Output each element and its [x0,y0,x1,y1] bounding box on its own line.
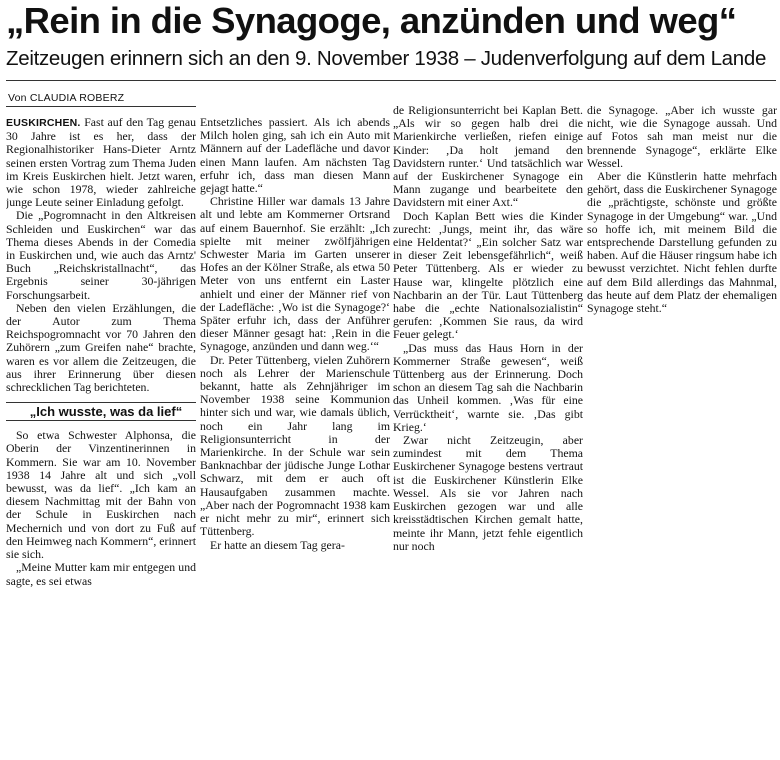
dateline: EUSKIRCHEN. [6,117,81,129]
article-column-1 [6,116,196,760]
paragraph [6,116,196,209]
paragraph: „Meine Mutter kam mir entgegen und sagte, es sei etwas [6,560,196,588]
paragraph: die Synagoge. „Aber ich wusste gar nicht, wie die Synagoge aussah. Und auf Fotos sah man meist nur die brennende Synagoge“, erklärte Elke Wessel. [587,104,777,170]
paragraph: Entsetzliches passiert. Als ich abends Milch holen ging, sah ich ein Auto mit Männern auf der Ladefläche und davor einen Mann laufen. Am nächsten Tag erfuhr ich, dass man diesen Mann gejagt hatte.“ [200,116,390,196]
article-column-3 [393,104,583,760]
paragraph: Die „Pogromnacht in den Altkreisen Schleiden und Euskirchen“ war das Thema dieses Abends in der Comedia in Euskirchen und, wie auch das Arntz' Buch „Reichskristallnacht“, das Ergebnis seiner 30-jährigen Forschungsarbeit. [6,208,196,302]
paragraph: Dr. Peter Tüttenberg, vielen Zuhörern noch als Lehrer der Marienschule bekannt, hatte als Zehnjähriger im November 1938 seine Kommunion hinter sich und war, wie damals üblich, noch ein Jahr lang im Religionsunterricht in der Marienkirche. In der Schule war sein Banknachbar der jüdische Junge Lothar Schwarz, mit dem er auch oft Hausaufgaben zusammen machte. „Aber nach der Pogromnacht 1938 kam er nicht mehr zu mir“, erinnert sich Tüttenberg. [200,352,390,539]
article-subheadline: Zeitzeugen erinnern sich an den 9. November 1938 – Judenverfolgung auf dem Lande [6,47,767,70]
byline: Von CLAUDIA ROBERZ [8,92,125,104]
paragraph: de Religionsunterricht bei Kaplan Bett. „Als wir so gegen halb drei die Marienkirche verließen, riefen einige Kinder: ‚Da holt jemand den Davidstern runter.‘ Und tatsächlich war auf der Euskirchener Synagoge ein Mann zugange und bearbeitete den Davidstern mit einer Axt.“ [393,104,583,210]
paragraph: Christine Hiller war damals 13 Jahre alt und lebte am Kommerner Ortsrand auf einem Bauernhof. Sie erzählt: „Ich spielte mit meiner zwölfjährigen Schwester Maria im Garten unserer Hofes an der Kölner Straße, als etwa 50 Meter von uns entfernt ein Laster anhielt und einer der Männer rief von der Ladefläche: ‚Wo ist die Synagoge?‘ Später erfuhr ich, dass der Anführer dieser Männer gesagt hat: ‚Rein in die Synagoge, anzünden und dann weg.‘“ [200,194,390,354]
paragraph-text: Fast auf den Tag genau 30 Jahre ist es her, dass der Regionalhistoriker Hans-Dieter Arntz seinen ersten Vortrag zum Thema Juden im Kreis Euskirchen hielt. Jetzt waren, wie schon 1978, wieder zahlreiche junge Leute seiner Einladung gefolgt. [6,116,196,210]
divider [6,420,196,421]
paragraph: So etwa Schwester Alphonsa, die Oberin der Vinzentinerinnen in Kommern. Sie war am 10. November 1938 14 Jahre alt und sich „voll bewusst, was da lief“. „Ich kam an diesem Nachmittag mit der Bahn von der Schule in Euskirchen nach Mechernich und von dort zu Fuß auf den Heimweg nach Kommern“, erinnert sie sich. [6,428,196,562]
article-column-2 [200,116,390,760]
article-column-4 [587,104,777,404]
paragraph: Doch Kaplan Bett wies die Kinder zurecht: ‚Jungs, meint ihr, das wäre eine Heldentat?‘ „Ein solcher Satz war in dieser Zeit lebensgefährlich“, weiß Peter Tüttenberg. Als er wieder zu Hause war, klingelte plötzlich eine Nachbarin an der Tür. Laut Tüttenberg habe die „echte Nationalsozialistin“ gerufen: ‚Kommen Sie raus, da wird Feuer gelegt.‘ [393,208,583,342]
paragraph: „Das muss das Haus Horn in der Kommerner Straße gewesen“, weiß Tüttenberg aus der Erinnerung. Doch schon an diesem Tag sah die Nachbarin das Unheil kommen. ‚Was für eine Verrücktheit‘, warnte sie. ‚Das gibt Krieg.‘ [393,340,583,434]
section-subtitle: „Ich wusste, was da lief“ [29,404,183,420]
paragraph: Aber die Künstlerin hatte mehrfach gehört, dass die Euskirchener Synagoge die „prächtigste, schönste und größte Synagoge in der Umgebung“ war. „Und so hoffe ich, mit meinem Bild die entsprechende Darstellung gefunden zu haben. Auf die Häuser ringsum habe ich bewusst verzichtet. Nicht fehlen durfte auf dem Bild allerdings das Mahnmal, das heute auf dem Platz der ehemaligen Synagoge steht.“ [587,169,777,316]
divider [6,106,196,107]
divider [6,80,776,81]
paragraph: Er hatte an diesem Tag gera- [210,537,345,552]
article-headline: „Rein in die Synagoge, anzünden und weg“ [6,0,737,41]
paragraph: Zwar nicht Zeitzeugin, aber zumindest mit dem Thema Euskirchener Synagoge bestens vertraut ist die Euskirchener Künstlerin Elke Wessel. Als sie vor Jahren nach Euskirchen gezogen war und alle kreisstädtischen Kirchen gemalt hatte, meinte ihr Mann, jetzt fehle eigentlich nur noch [393,433,583,553]
paragraph: Neben den vielen Erzählungen, die der Autor zum Thema Reichspogromnacht vor 70 Jahren den Zuhörern „zum Greifen nahe“ brachte, waren es vor allem die Zeitzeugen, die aus ihrer Erinnerung über diesen schrecklichen Tag berichteten. [6,300,196,395]
